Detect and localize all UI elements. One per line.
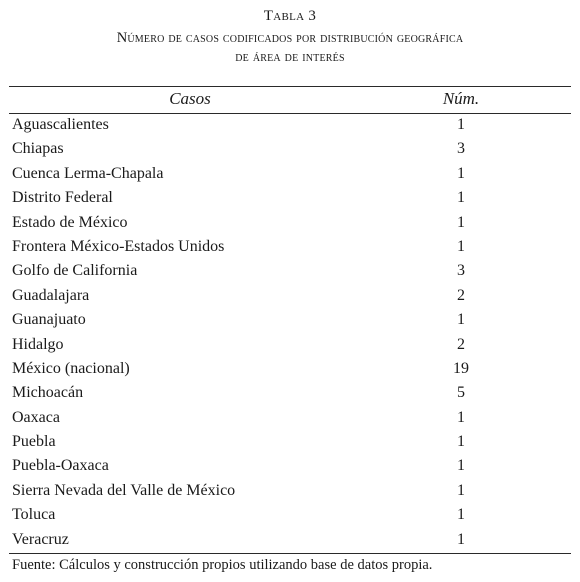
table-bottom-rule	[9, 553, 571, 554]
row-case-count: 1	[457, 213, 465, 231]
table-row	[0, 454, 580, 478]
table-title: Tabla 3	[263, 8, 317, 24]
row-case-name: Guadalajara	[12, 286, 90, 304]
table-top-rule	[9, 86, 571, 87]
row-case-name: Puebla	[12, 433, 56, 451]
row-case-count: 2	[457, 286, 465, 304]
column-header-num: Núm.	[442, 89, 480, 108]
row-case-count: 1	[457, 457, 465, 475]
table-row	[0, 381, 580, 405]
table-row	[0, 211, 580, 235]
row-case-count: 1	[457, 189, 465, 207]
table-row	[0, 333, 580, 357]
table-row	[0, 235, 580, 259]
row-case-count: 5	[457, 384, 465, 402]
row-case-name: Michoacán	[12, 384, 84, 402]
row-case-name: México (nacional)	[12, 359, 130, 377]
row-case-count: 2	[457, 335, 465, 353]
row-case-count: 1	[457, 481, 465, 499]
table-subtitle	[30, 29, 550, 67]
table-row	[0, 357, 580, 381]
row-case-name: Cuenca Lerma-Chapala	[12, 164, 164, 182]
row-case-name: Estado de México	[12, 213, 128, 231]
row-case-name: Chiapas	[12, 140, 64, 158]
table-row	[0, 284, 580, 308]
row-case-count: 1	[457, 237, 465, 255]
row-case-count: 1	[457, 164, 465, 182]
table-source-note: Fuente: Cálculos y construcción propios utilizando base de datos propia.	[12, 557, 433, 573]
table-row	[0, 259, 580, 283]
row-case-count: 3	[457, 262, 465, 280]
row-case-count: 1	[457, 433, 465, 451]
table-row	[0, 186, 580, 210]
row-case-count: 1	[457, 506, 465, 524]
table-body	[0, 113, 580, 552]
row-case-name: Frontera México-Estados Unidos	[12, 237, 225, 255]
column-header-casos: Casos	[169, 89, 211, 108]
row-case-name: Hidalgo	[12, 335, 64, 353]
row-case-count: 19	[453, 359, 469, 377]
table-row	[0, 503, 580, 527]
table-row	[0, 528, 580, 552]
row-case-name: Oaxaca	[12, 408, 60, 426]
row-case-name: Puebla-Oaxaca	[12, 457, 109, 475]
table-row	[0, 430, 580, 454]
row-case-name: Veracruz	[12, 530, 69, 548]
row-case-name: Distrito Federal	[12, 189, 113, 207]
row-case-count: 1	[457, 311, 465, 329]
table-row	[0, 162, 580, 186]
row-case-name: Golfo de California	[12, 262, 138, 280]
row-case-name: Aguascalientes	[12, 116, 109, 133]
row-case-count: 1	[457, 530, 465, 548]
table-row	[0, 137, 580, 161]
table-subtitle-line-1: Número de casos codificados por distribución geográfica	[116, 30, 464, 46]
table-row	[0, 308, 580, 332]
row-case-name: Sierra Nevada del Valle de México	[12, 481, 236, 499]
row-case-count: 1	[457, 408, 465, 426]
table-row	[0, 113, 580, 137]
table-subtitle-line-2: de área de interés	[235, 49, 345, 65]
row-case-name: Guanajuato	[12, 311, 86, 329]
table-row	[0, 406, 580, 430]
row-case-count: 3	[457, 140, 465, 158]
row-case-count: 1	[457, 116, 465, 133]
table-row	[0, 479, 580, 503]
row-case-name: Toluca	[12, 506, 56, 524]
